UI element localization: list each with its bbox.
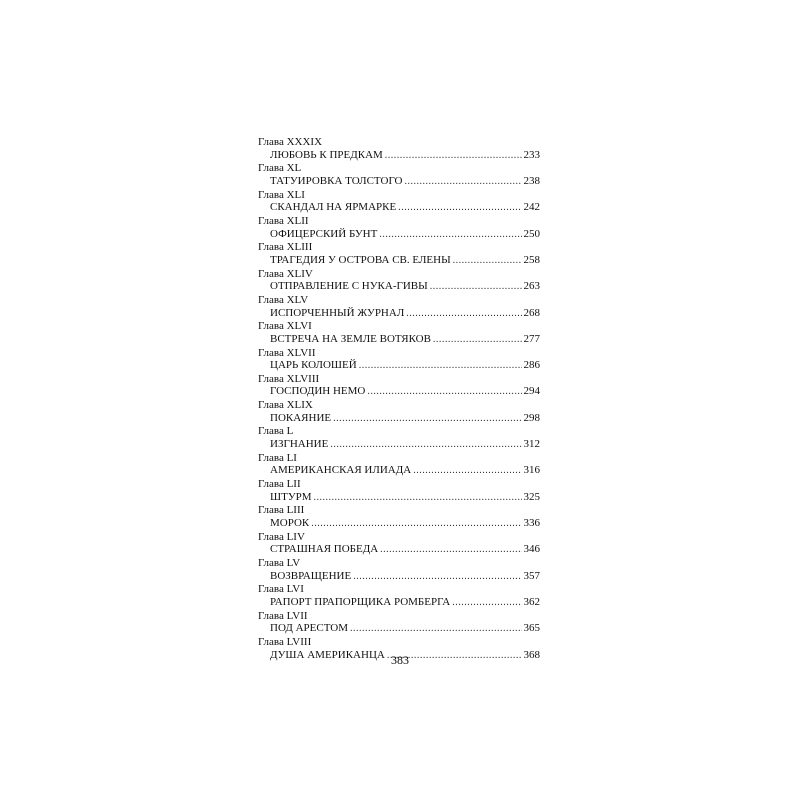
chapter-label: Глава LVI (258, 583, 304, 596)
chapter-page-number: 357 (523, 569, 540, 582)
toc-entry (258, 412, 540, 426)
toc-chapter (258, 557, 540, 583)
toc-entry (258, 491, 540, 505)
chapter-page-number: 294 (523, 385, 540, 398)
chapter-label: Глава XXXIX (258, 136, 323, 148)
chapter-label: Глава XLIV (258, 267, 313, 280)
chapter-title: МОРОК (270, 517, 310, 530)
dot-leader (385, 150, 522, 163)
toc-chapter (258, 347, 540, 373)
chapter-title: ДУША АМЕРИКАНЦА (270, 648, 385, 661)
toc-entry (258, 596, 540, 610)
toc-chapter (258, 531, 540, 557)
toc-entry (258, 280, 540, 294)
dot-leader (452, 597, 521, 610)
chapter-page-number: 365 (523, 622, 540, 635)
chapter-title: ВСТРЕЧА НА ЗЕМЛЕ ВОТЯКОВ (270, 332, 431, 345)
chapter-title: ПОД АРЕСТОМ (270, 622, 349, 635)
toc-chapter (258, 215, 540, 241)
toc-entry (258, 307, 540, 321)
chapter-page-number: 250 (523, 227, 540, 240)
toc-entry (258, 201, 540, 215)
table-of-contents (258, 136, 540, 662)
dot-leader (406, 308, 521, 321)
chapter-page-number: 286 (523, 359, 540, 372)
toc-chapter (258, 294, 540, 320)
toc-entry (258, 385, 540, 399)
toc-chapter (258, 320, 540, 346)
chapter-page-number: 312 (523, 438, 540, 451)
chapter-title: ИЗГНАНИЕ (270, 438, 329, 451)
toc-chapter (258, 241, 540, 267)
dot-leader (398, 202, 521, 215)
chapter-title: РАПОРТ ПРАПОРЩИКА РОМБЕРГА (270, 595, 451, 608)
toc-entry (258, 464, 540, 478)
dot-leader (380, 544, 521, 557)
chapter-title: СКАНДАЛ НА ЯРМАРКЕ (270, 201, 397, 214)
toc-chapter (258, 189, 540, 215)
toc-entry (258, 438, 540, 452)
chapter-title: ГОСПОДИН НЕМО (270, 385, 366, 398)
chapter-label: Глава LVII (258, 609, 308, 622)
toc-entry (258, 149, 540, 163)
chapter-title: ЛЮБОВЬ К ПРЕДКАМ (270, 148, 383, 161)
dot-leader (433, 334, 522, 347)
chapter-title: ОФИЦЕРСКИЙ БУНТ (270, 227, 378, 240)
dot-leader (314, 492, 522, 505)
toc-chapter (258, 373, 540, 399)
toc-chapter (258, 504, 540, 530)
chapter-title: ТАТУИРОВКА ТОЛСТОГО (270, 174, 403, 187)
chapter-title: ОТПРАВЛЕНИЕ С НУКА-ГИВЫ (270, 280, 428, 293)
dot-leader (430, 281, 522, 294)
chapter-label: Глава XLI (258, 188, 305, 201)
toc-entry (258, 543, 540, 557)
chapter-page-number: 263 (523, 280, 540, 293)
toc-entry (258, 622, 540, 636)
dot-leader (353, 571, 521, 584)
chapter-label: Глава LII (258, 478, 301, 491)
chapter-title: ТРАГЕДИЯ У ОСТРОВА СВ. ЕЛЕНЫ (270, 253, 451, 266)
toc-entry (258, 254, 540, 268)
toc-entry (258, 228, 540, 242)
dot-leader (311, 518, 521, 531)
toc-entry (258, 333, 540, 347)
chapter-label: Глава XLVI (258, 320, 312, 333)
toc-chapter (258, 162, 540, 188)
toc-chapter (258, 583, 540, 609)
dot-leader (379, 229, 521, 242)
chapter-title: ВОЗВРАЩЕНИЕ (270, 569, 352, 582)
toc-chapter (258, 425, 540, 451)
toc-chapter (258, 136, 540, 162)
page-number: 383 (391, 653, 409, 667)
toc-chapter (258, 399, 540, 425)
chapter-page-number: 277 (523, 332, 540, 345)
dot-leader (330, 439, 521, 452)
chapter-label: Глава LV (258, 557, 301, 569)
toc-chapter (258, 610, 540, 636)
chapter-page-number: 238 (523, 174, 540, 187)
chapter-label: Глава XL (258, 162, 302, 175)
chapter-title: ШТУРМ (270, 490, 312, 503)
chapter-label: Глава LIII (258, 504, 305, 517)
dot-leader (413, 465, 521, 478)
chapter-page-number: 336 (523, 517, 540, 530)
chapter-label: Глава LIV (258, 530, 305, 543)
chapter-title: ИСПОРЧЕННЫЙ ЖУРНАЛ (270, 306, 405, 319)
chapter-label: Глава LVIII (258, 635, 312, 648)
dot-leader (350, 623, 521, 636)
chapter-label: Глава LI (258, 451, 297, 464)
chapter-label: Глава XLIX (258, 399, 313, 412)
chapter-page-number: 268 (523, 306, 540, 319)
toc-chapter (258, 478, 540, 504)
dot-leader (359, 360, 522, 373)
dot-leader (367, 386, 521, 399)
chapter-page-number: 362 (523, 595, 540, 608)
chapter-page-number: 242 (523, 201, 540, 214)
chapter-label: Глава XLVII (258, 346, 316, 359)
chapter-label: Глава L (258, 425, 294, 438)
toc-chapter (258, 268, 540, 294)
chapter-page-number: 346 (523, 543, 540, 556)
toc-entry (258, 517, 540, 531)
chapter-label: Глава XLIII (258, 241, 313, 254)
chapter-label: Глава XLII (258, 214, 309, 227)
chapter-page-number: 298 (523, 411, 540, 424)
chapter-page-number: 368 (523, 648, 540, 661)
dot-leader (333, 413, 521, 426)
chapter-page-number: 316 (523, 464, 540, 477)
chapter-page-number: 233 (523, 148, 540, 161)
toc-entry (258, 570, 540, 584)
chapter-label: Глава XLV (258, 293, 309, 306)
toc-entry (258, 175, 540, 189)
chapter-page-number: 258 (523, 253, 540, 266)
chapter-title: ЦАРЬ КОЛОШЕЙ (270, 359, 357, 372)
dot-leader (404, 176, 521, 189)
toc-chapter (258, 452, 540, 478)
chapter-label: Глава XLVIII (258, 372, 320, 385)
chapter-title: СТРАШНАЯ ПОБЕДА (270, 543, 379, 556)
chapter-title: ПОКАЯНИЕ (270, 411, 332, 424)
chapter-page-number: 325 (523, 490, 540, 503)
toc-entry (258, 359, 540, 373)
dot-leader (453, 255, 522, 268)
chapter-title: АМЕРИКАНСКАЯ ИЛИАДА (270, 464, 412, 477)
